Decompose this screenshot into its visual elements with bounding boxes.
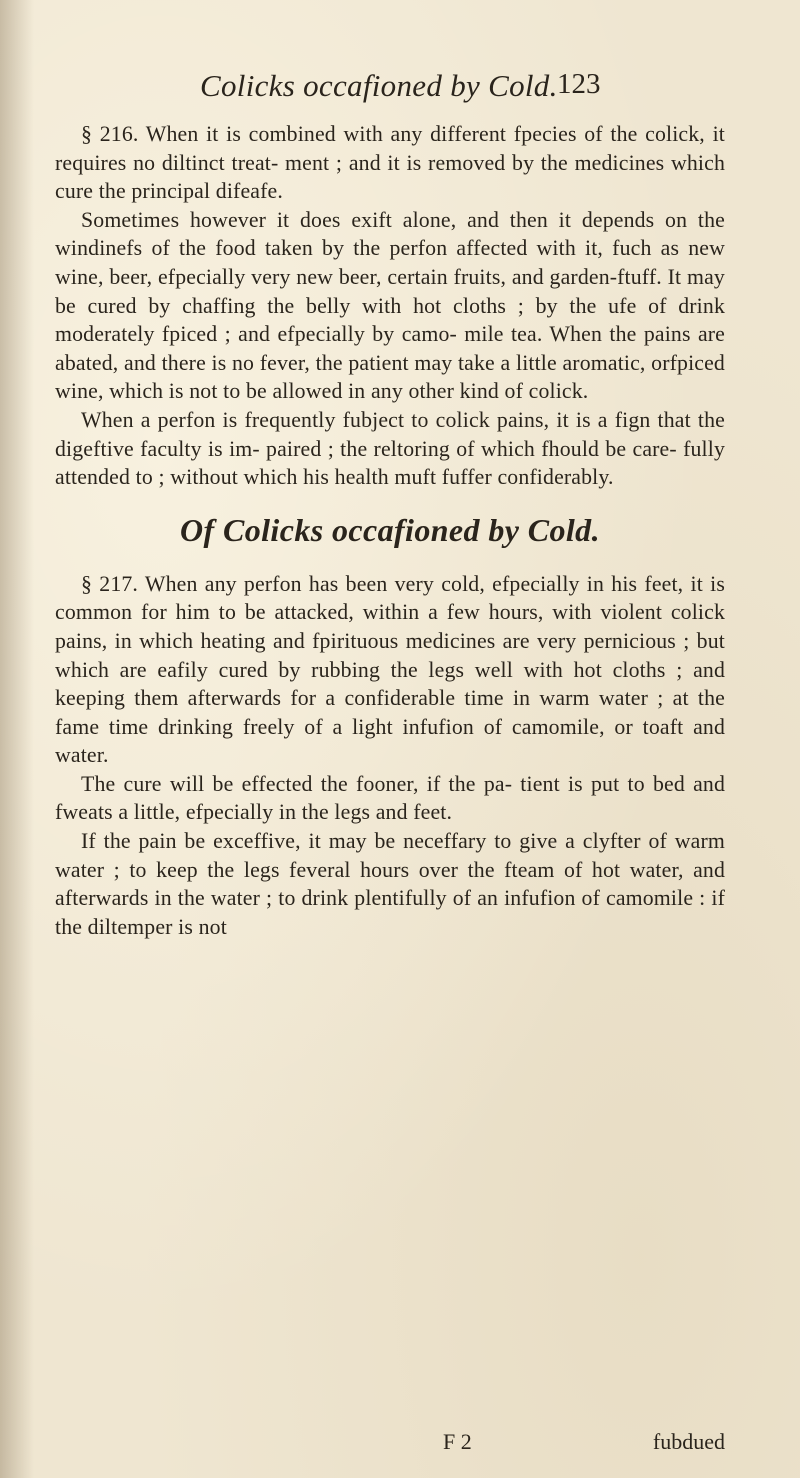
section-heading: Of Colicks occafioned by Cold. bbox=[180, 511, 600, 548]
signature-mark: F 2 bbox=[443, 1429, 472, 1454]
paragraph-216: § 216. When it is combined with any different fpecies of the colick, it requires no diltinct treat- ment ; and it is removed by the medicines which cure the principal difeafe. bbox=[55, 122, 725, 204]
paragraph-windiness: Sometimes however it does exift alone, and then it depends on the windinefs of the food taken by the perfon affected with it, fuch as new wine, beer, efpecially very new beer, certain fruits, and garden-ftuff. It may be cured by chaffing the belly with hot cloths ; by the ufe of drink moderately fpiced ; and efpecially by camo- mile tea. When the pains are abated, and there is no fever, the patient may take a little aromatic, orfpiced wine, which is not to be allowed in any other kind of colick. bbox=[55, 207, 725, 404]
page-footer bbox=[55, 1429, 725, 1459]
page-number: 123 bbox=[557, 68, 601, 100]
paragraph-frequent-pains: When a perfon is frequently fubject to colick pains, it is a fign that the digeftive faculty is im- paired ; the reltoring of which fhould be care- fully attended to ; without which his health muft fuffer confiderably. bbox=[55, 407, 725, 490]
catchword: fubdued bbox=[652, 1429, 725, 1454]
running-title: Colicks occafioned by Cold. bbox=[200, 68, 558, 103]
paragraph-217: § 217. When any perfon has been very cold, efpecially in his feet, it is common for him to be attacked, within a few hours, with violent colick pains, in which heating and fpirituous medicines are very pernicious ; but which are eafily cured by rubbing the legs well with hot cloths ; and keeping them afterwards for a confiderable time in warm water ; at the fame time drinking freely of a light infufion of camomile, or toaft and water. bbox=[55, 571, 725, 768]
paragraph-cure: The cure will be effected the fooner, if the pa- tient is put to bed and fweats a little, efpecially in the legs and feet. bbox=[55, 771, 725, 825]
body-text bbox=[55, 120, 725, 941]
paragraph-excessive-pain: If the pain be exceffive, it may be neceffary to give a clyfter of warm water ; to keep the legs feveral hours over the fteam of hot water, and afterwards in the water ; to drink plentifully of an infufion of camomile : if the diltemper is not bbox=[55, 829, 725, 939]
binding-edge-shadow bbox=[0, 0, 34, 1478]
running-head bbox=[200, 68, 720, 112]
